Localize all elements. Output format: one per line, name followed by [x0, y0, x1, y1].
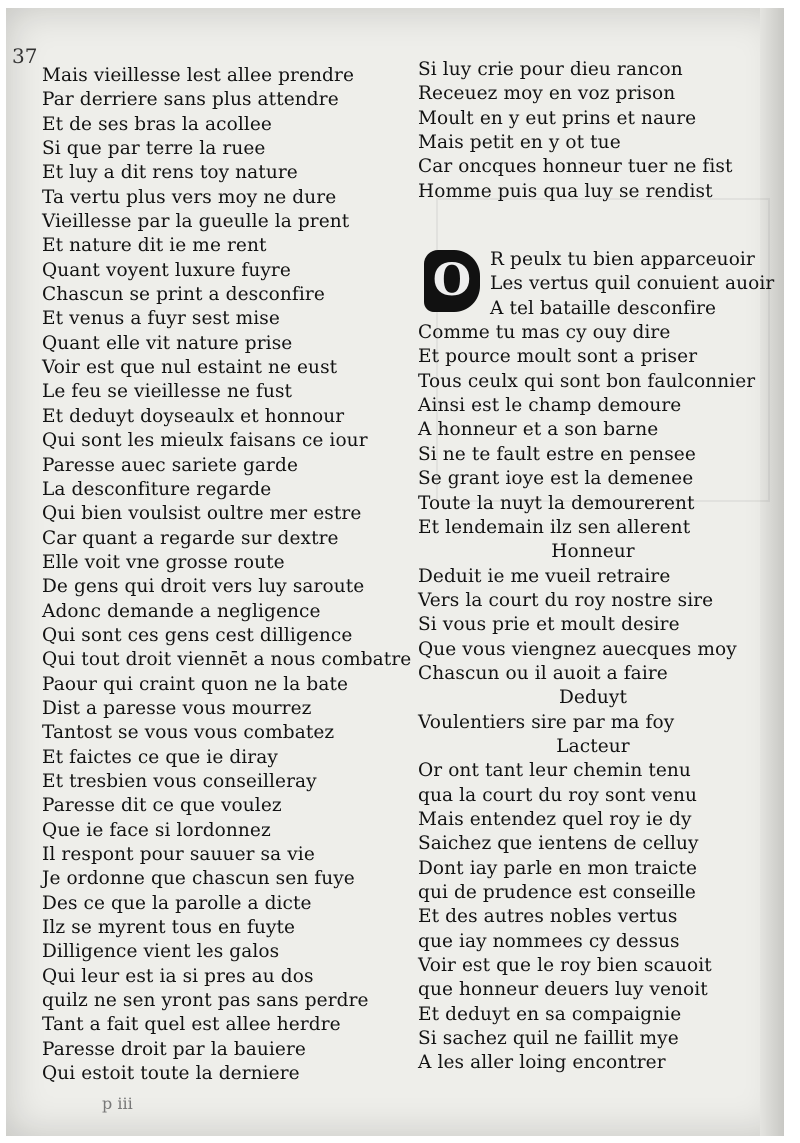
- verse-line: Chascun ou il auoit a faire: [418, 662, 668, 684]
- verse-line: Mais entendez quel roy ie dy: [418, 808, 692, 830]
- verse-line: Et deduyt doyseaulx et honnour: [42, 405, 345, 427]
- verse-line: Deduit ie me vueil retraire: [418, 565, 671, 587]
- verse-line: Et deduyt en sa compaignie: [418, 1003, 682, 1025]
- verse-line: Quant elle vit nature prise: [42, 332, 293, 354]
- left-column: [42, 64, 412, 1086]
- verse-line: Des ce que la parolle a dicte: [42, 892, 312, 914]
- verse-line: Adonc demande a negligence: [42, 600, 321, 622]
- verse-line: A honneur et a son barne: [418, 419, 659, 441]
- verse-line: Tantost se vous vous combatez: [42, 722, 335, 744]
- verse-line: Vieillesse par la gueulle la prent: [42, 211, 350, 233]
- verse-line: Dont iay parle en mon traicte: [418, 857, 698, 879]
- verse-line: Qui tout droit viennēt a nous combatre: [42, 649, 412, 671]
- verse-line: Chascun se print a desconfire: [42, 284, 325, 306]
- verse-line: qui de prudence est conseille: [418, 882, 696, 903]
- verse-line: Que vous viengnez auecques moy: [418, 638, 737, 660]
- verse-line: qua la court du roy sont venu: [418, 784, 698, 806]
- speaker-heading-lacteur: Lacteur: [556, 735, 630, 757]
- verse-line: Receuez moy en voz prison: [418, 83, 676, 105]
- verse-line: Il respont pour sauuer sa vie: [42, 844, 315, 865]
- verse-line: Voulentiers sire par ma foy: [418, 711, 675, 733]
- verse-line: Vers la court du roy nostre sire: [418, 589, 714, 611]
- verse-line: Qui sont ces gens cest dilligence: [42, 624, 353, 646]
- verse-line: Comme tu mas cy ouy dire: [418, 322, 671, 344]
- verse-line: A les aller loing encontrer: [418, 1052, 666, 1074]
- verse-line: Et de ses bras la acollee: [42, 113, 272, 135]
- verse-line: La desconfiture regarde: [42, 478, 272, 500]
- verse-line: Mais vieillesse lest allee prendre: [42, 65, 354, 86]
- verse-line: A tel bataille desconfire: [490, 297, 717, 319]
- lacteur-verses: [418, 759, 768, 1075]
- right-middle-verses: [418, 321, 768, 540]
- verse-line: Quant voyent luxure fuyre: [42, 259, 291, 281]
- verse-line: Si luy crie pour dieu rancon: [418, 59, 683, 80]
- verse-line: Toute la nuyt la demourerent: [418, 492, 695, 514]
- verse-line: Si sachez quil ne faillit mye: [418, 1028, 679, 1050]
- verse-line: Homme puis qua luy se rendist: [418, 180, 713, 202]
- verse-line: Ainsi est le champ demoure: [418, 395, 682, 417]
- verse-line: Voir est que le roy bien scauoit: [418, 955, 712, 977]
- verse-line: Dist a paresse vous mourrez: [42, 697, 312, 719]
- verse-line: Paresse dit ce que voulez: [42, 795, 282, 817]
- verse-line: Saichez que ientens de celluy: [418, 833, 699, 855]
- verse-line: Et luy a dit rens toy nature: [42, 162, 298, 184]
- decorated-initial: O: [424, 250, 480, 312]
- verse-line: R peulx tu bien apparceuoir: [490, 249, 755, 271]
- verse-line: Ta vertu plus vers moy ne dure: [42, 186, 337, 208]
- verse-line: Car quant a regarde sur dextre: [42, 527, 339, 549]
- verse-line: De gens qui droit vers luy saroute: [42, 576, 365, 598]
- verse-line: Et nature dit ie me rent: [42, 235, 267, 257]
- verse-line: Qui bien voulsist oultre mer estre: [42, 503, 362, 525]
- verse-line: Le feu se vieillesse ne fust: [42, 381, 293, 403]
- verse-line: Qui sont les mieulx faisans ce iour: [42, 430, 368, 452]
- verse-line: Ilz se myrent tous en fuyte: [42, 917, 296, 939]
- verse-line: que iay nommees cy dessus: [418, 930, 680, 952]
- verse-line: quilz ne sen yront pas sans perdre: [42, 990, 369, 1012]
- verse-line: Moult en y eut prins et naure: [418, 107, 697, 129]
- verse-line: Tous ceulx qui sont bon faulconnier: [418, 370, 756, 392]
- verse-line: Les vertus quil conuient auoir: [490, 273, 775, 295]
- speaker-heading-deduyt: Deduyt: [558, 687, 628, 709]
- verse-line: Et lendemain ilz sen allerent: [418, 516, 691, 538]
- verse-line: Si vous prie et moult desire: [418, 614, 680, 636]
- verse-line: Se grant ioye est la demenee: [418, 468, 694, 490]
- right-column: [418, 58, 775, 1076]
- verse-line: Dilligence vient les galos: [42, 941, 280, 963]
- verse-line: Qui leur est ia si pres au dos: [42, 965, 314, 987]
- deduyt-verses: [418, 711, 768, 735]
- honneur-verses: [418, 565, 768, 687]
- verse-line: Par derriere sans plus attendre: [42, 89, 339, 111]
- verse-line: Or ont tant leur chemin tenu: [418, 760, 691, 782]
- verse-line: Et tresbien vous conseilleray: [42, 770, 317, 792]
- verse-line: Qui estoit toute la derniere: [42, 1063, 300, 1085]
- right-top-verses: [418, 58, 768, 204]
- verse-line: Tant a fait quel est allee herdre: [42, 1014, 341, 1036]
- verse-line: Que ie face si lordonnez: [42, 819, 271, 841]
- verse-line: que honneur deuers luy venoit: [418, 979, 708, 1001]
- speaker-heading-honneur: Honneur: [551, 541, 635, 563]
- verse-line: Paresse auec sariete garde: [42, 454, 298, 476]
- verse-line: Mais petit en y ot tue: [418, 132, 621, 154]
- verse-line: Car oncques honneur tuer ne fist: [418, 156, 733, 178]
- verse-line: Et pource moult sont a priser: [418, 346, 698, 368]
- verse-line: Elle voit vne grosse route: [42, 551, 285, 573]
- verse-line: Paour qui craint quon ne la bate: [42, 673, 349, 695]
- verse-line: Et des autres nobles vertus: [418, 906, 678, 928]
- signature-mark: p iii: [102, 1094, 133, 1113]
- verse-line: Si que par terre la ruee: [42, 138, 266, 160]
- verse-line: Et faictes ce que ie diray: [42, 746, 278, 768]
- verse-line: Paresse droit par la bauiere: [42, 1038, 306, 1060]
- verse-line: Si ne te fault estre en pensee: [418, 443, 696, 465]
- book-page: [6, 8, 784, 1136]
- initial-block: [418, 248, 775, 321]
- folio-number: 37: [12, 44, 38, 68]
- verse-line: Voir est que nul estaint ne eust: [42, 357, 338, 379]
- verse-line: Je ordonne que chascun sen fuye: [42, 868, 355, 890]
- verse-line: Et venus a fuyr sest mise: [42, 308, 280, 330]
